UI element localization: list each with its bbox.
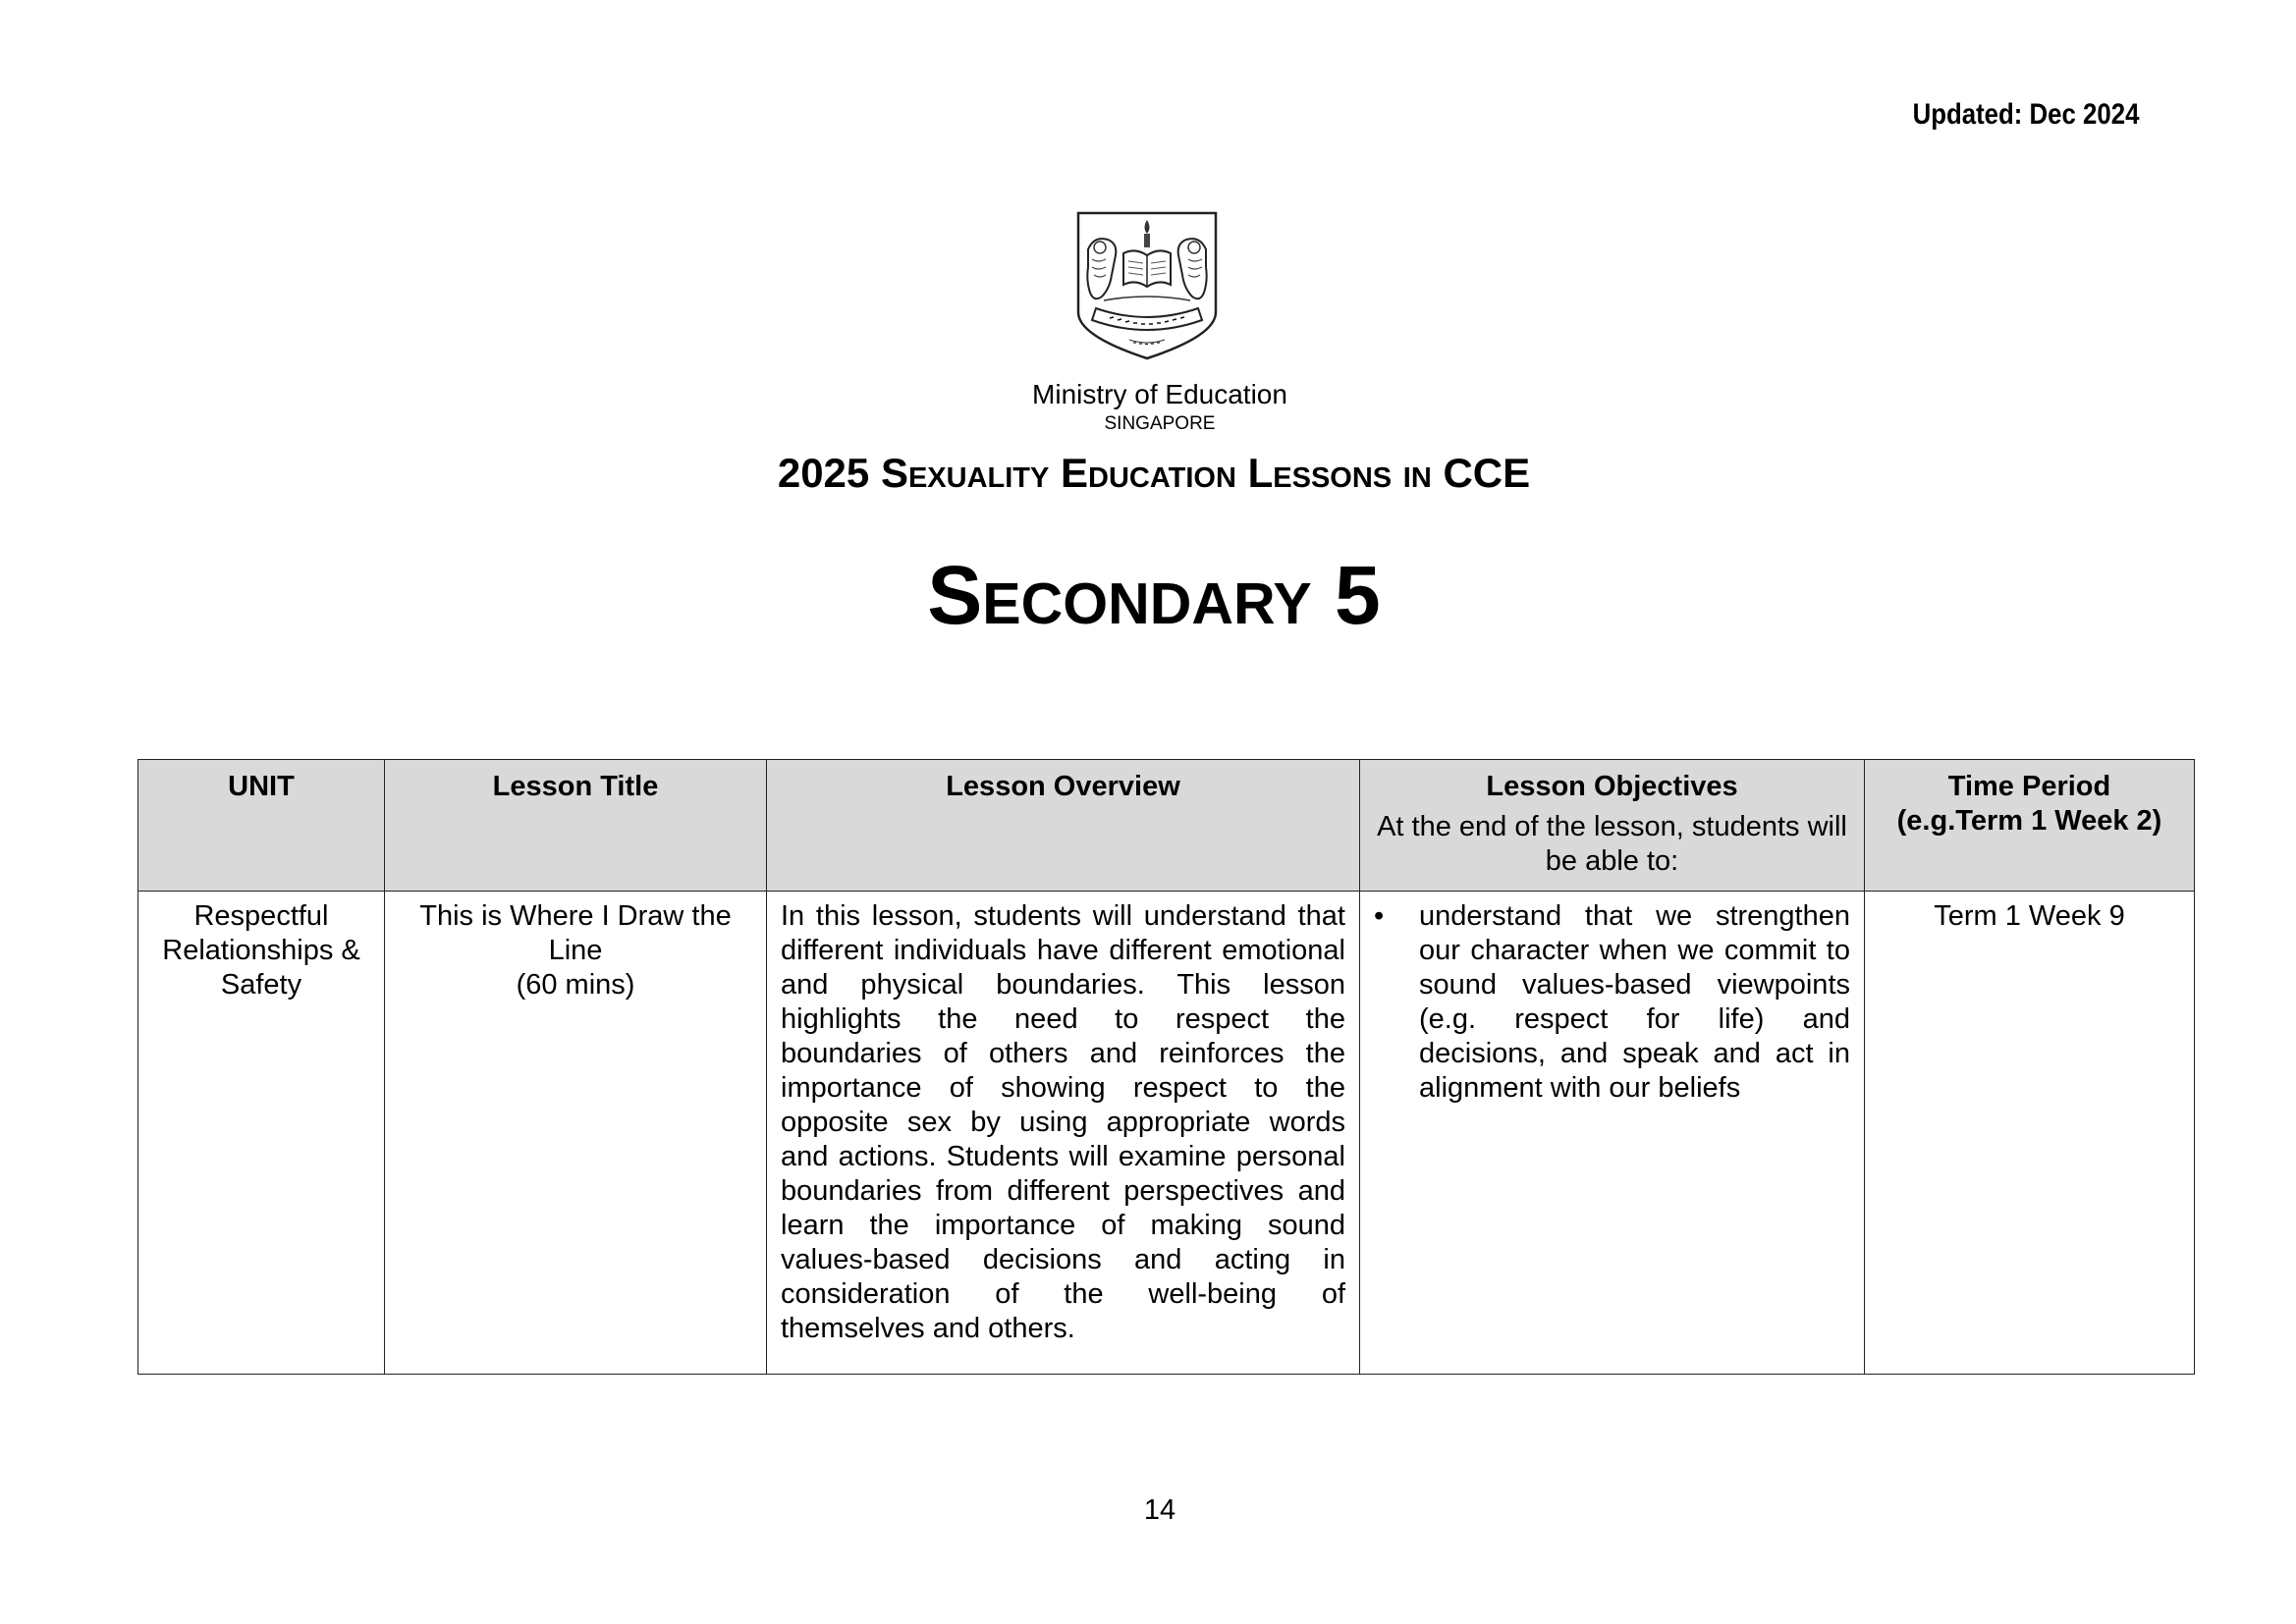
updated-date: Updated: Dec 2024 [1912,98,2139,131]
header-lesson-objectives [1360,760,1865,892]
header-unit [138,760,385,892]
header-lesson-objectives-subtext: At the end of the lesson, students will be able to: [1377,811,1847,877]
header-lesson-objectives-label: Lesson Objectives [1486,771,1738,802]
header-time-period [1865,760,2195,892]
crest-container [0,210,2296,366]
header-time-period-label: Time Period [1947,771,2111,802]
table-row [138,892,2195,1375]
ministry-name: Ministry of Education [1032,379,1287,409]
document-title: 2025 Sexuality Education Lessons in CCE [777,450,1531,496]
cell-unit: Respectful Relationships & Safety [138,892,385,1375]
table-header-row [138,760,2195,892]
header-lesson-overview-label: Lesson Overview [946,771,1180,802]
ministry-country: SINGAPORE [1104,413,1216,434]
cell-lesson-title [385,892,767,1375]
header-lesson-title-label: Lesson Title [492,771,659,802]
lesson-title-text: This is Where I Draw the Line [419,900,732,966]
header-time-period-example: (e.g.Term 1 Week 2) [1896,805,2162,837]
objective-item: • understand that we strengthen our character when we commit to sound values-based viewpoints (e.g. respect for life) and decisions, and speak and act in alignment with our beliefs [1419,899,1850,1106]
ministry-crest-logo [1074,210,1220,361]
header-unit-label: UNIT [228,771,295,802]
cell-lesson-objectives [1360,892,1865,1375]
lesson-table [137,759,2195,1375]
page-number: 14 [1143,1494,1176,1526]
lesson-duration: (60 mins) [516,969,635,1001]
cell-time-period: Term 1 Week 9 [1865,892,2195,1375]
cell-lesson-overview: In this lesson, students will understand that different individuals have different emotional and physical boundaries. This lesson highlights the need to respect the boundaries of others and reinforces the importance of showing respect to the opposite sex by using appropriate words and actions. Students will examine personal boundaries from different perspectives and learn the importance of making sound values-based decisions and acting in consideration of the well-being of themselves and others. [767,892,1360,1375]
level-heading: Secondary 5 [927,549,1381,641]
objectives-list [1374,899,1850,1106]
header-lesson-overview [767,760,1360,892]
header-lesson-title [385,760,767,892]
